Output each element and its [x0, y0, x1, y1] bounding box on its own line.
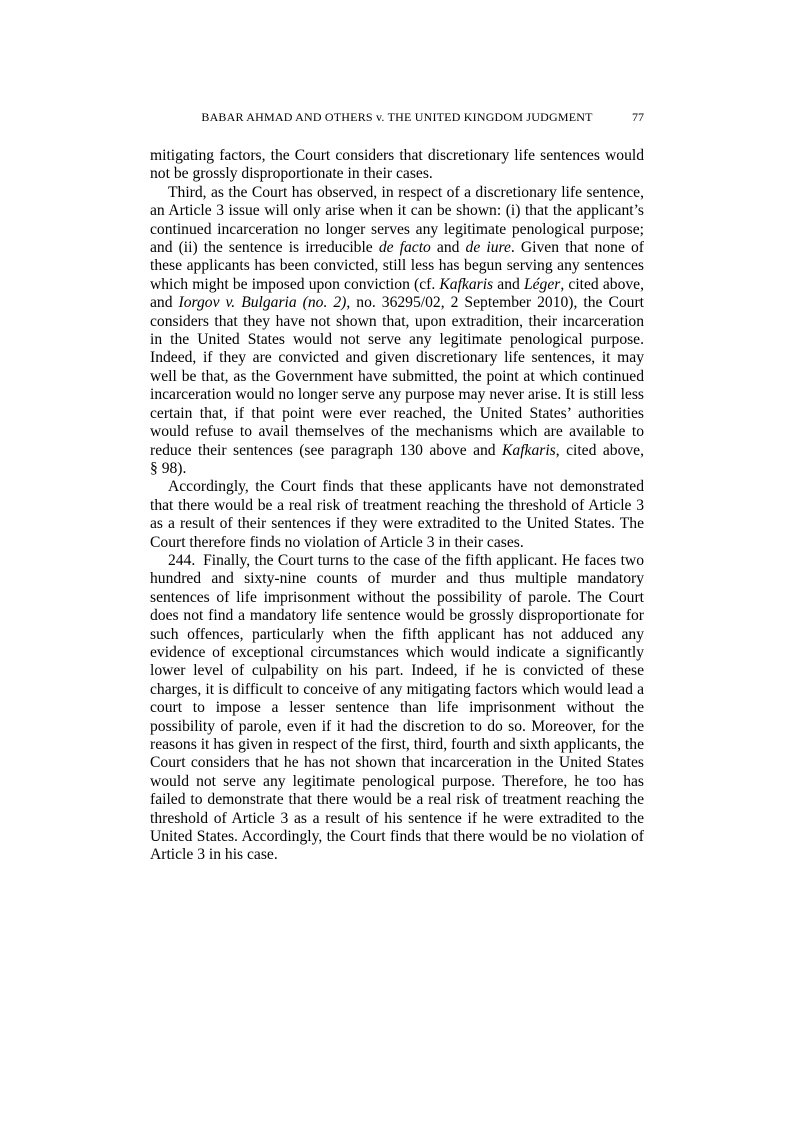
paragraph [150, 184, 644, 479]
page-header [150, 110, 644, 124]
italic-text-run: Léger [523, 275, 561, 293]
italic-text-run: de facto [378, 239, 431, 257]
text-run: mitigating factors, the Court considers that discretionary life sentences would not be grossly disproportionate in their cases. [150, 147, 644, 183]
text-run: Accordingly, the Court finds that these applicants have not demonstrated that there would be a real risk of treatment reaching the threshold of Article 3 as a result of their sentences if they were extradited to the United States. The Court therefore finds no violation of Article 3 in their cases. [150, 478, 644, 551]
text-run: 244. Finally, the Court turns to the case of the fifth applicant. He faces two hundred and sixty-nine counts of murder and thus multiple mandatory sentences of life imprisonment without the possibility of parole. The Court does not find a mandatory life sentence would be grossly disproportionate for such offences, particularly when the fifth applicant has not adduced any evidence of exceptional circumstances which would indicate a significantly lower level of culpability on his part. Indeed, if he is convicted of these charges, it is difficult to conceive of any mitigating factors which would lead a court to impose a lesser sentence than life imprisonment without the possibility of parole, even if it had the discretion to do so. Moreover, for the reasons it has given in respect of the first, third, fourth and sixth applicants, the Court considers that he has not shown that incarceration in the United States would not serve any legitimate penological purpose. Therefore, he too has failed to demonstrate that there would be a real risk of treatment reaching the threshold of Article 3 as a result of his sentence if he were extradited to the United States. Accordingly, the Court finds that there would be no violation of Article 3 in his case. [150, 551, 644, 864]
italic-text-run: Kafkaris [439, 275, 494, 293]
italic-text-run: de iure [465, 239, 511, 257]
text-run: , cited above, § 98). [150, 441, 644, 477]
text-run: . Given that none of these applicants has been convicted, still less has begun serving any sentences which might be imposed upon conviction (cf. [150, 239, 644, 293]
document-body [150, 147, 644, 865]
text-run: and [493, 275, 524, 293]
running-title: BABAR AHMAD AND OTHERS v. THE UNITED KINGDOM JUDGMENT [201, 110, 593, 124]
italic-text-run: Iorgov v. Bulgaria (no. 2) [178, 294, 347, 312]
paragraph [150, 552, 644, 865]
page-number: 77 [632, 110, 644, 124]
text-run: , cited above, and [150, 275, 644, 312]
text-run: Third, as the Court has observed, in respect of a discretionary life sentence, an Article 3 issue will only arise when it can be shown: (i) that the applicant’s continued incarceration no longer serves any legitimate penological purpose; and (ii) the sentence is irreducible [150, 183, 644, 257]
text-run: and [430, 239, 466, 257]
paragraph [150, 478, 644, 552]
italic-text-run: Kafkaris [502, 441, 556, 459]
text-run: , no. 36295/02, 2 September 2010), the Court considers that they have not shown that, upon extradition, their incarceration in the United States would not serve any legitimate penological purpose. Indeed, if they are convicted and given discretionary life sentences, it may well be that, as the Government have submitted, the point at which continued incarceration would no longer serve any purpose may never arise. It is still less certain that, if that point were ever reached, the United States’ authorities would refuse to avail themselves of the mechanisms which are available to reduce their sentences (see paragraph 130 above and [150, 294, 644, 459]
paragraph [150, 147, 644, 184]
